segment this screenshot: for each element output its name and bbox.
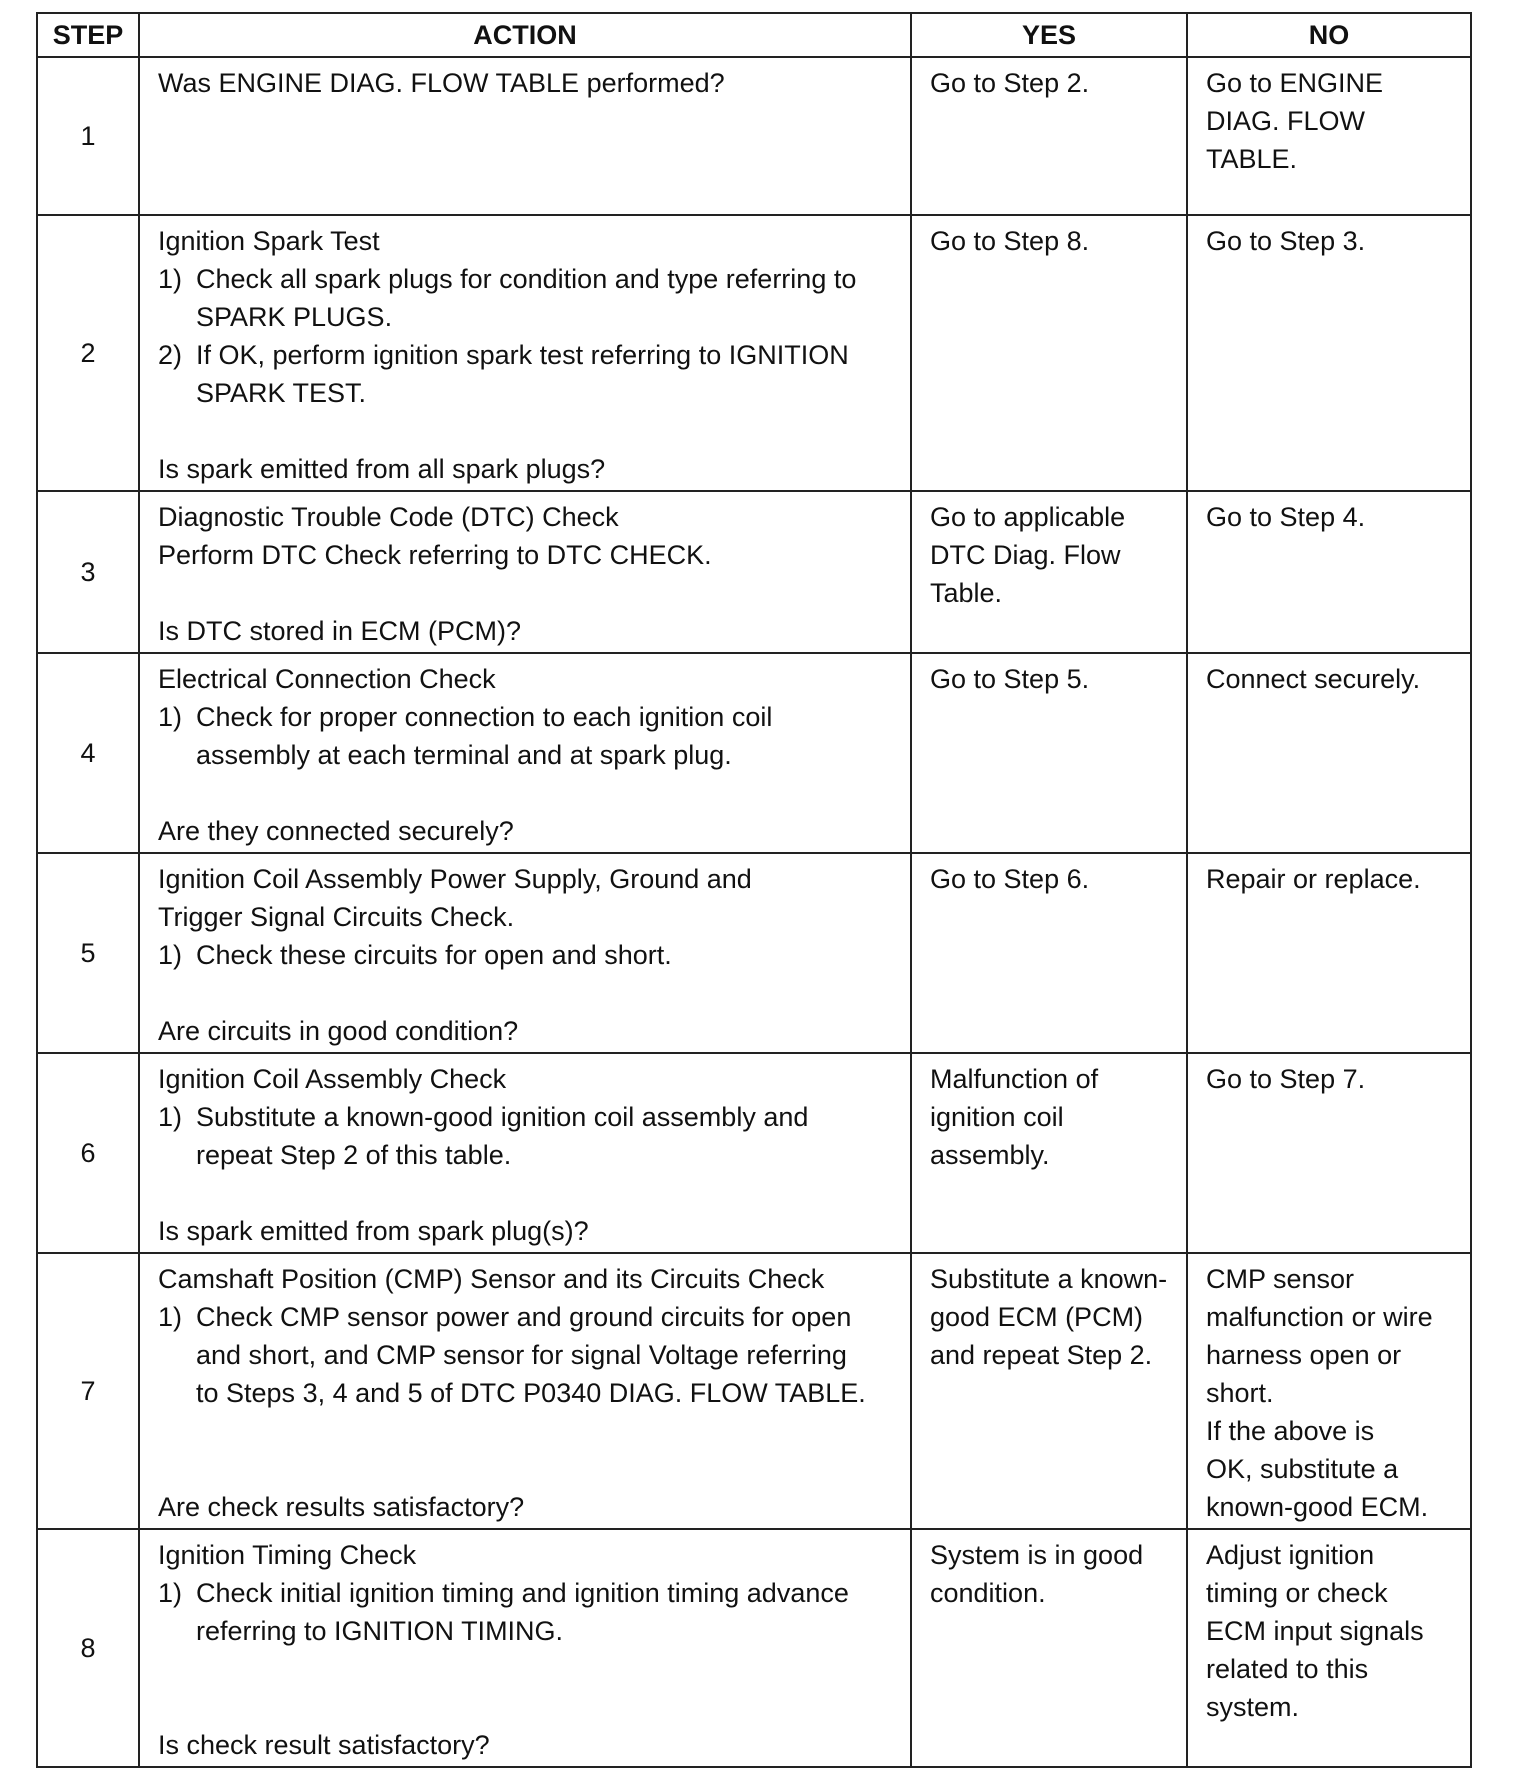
header-action: ACTION	[139, 13, 911, 57]
action-question: Is spark emitted from all spark plugs?	[158, 454, 606, 484]
header-no: NO	[1187, 13, 1471, 57]
yes-cell	[911, 491, 1187, 653]
yes-text: Malfunction of	[930, 1064, 1099, 1094]
action-cell	[139, 491, 911, 653]
substep-text: assembly at each terminal and at spark plug.	[196, 740, 732, 770]
action-title: Camshaft Position (CMP) Sensor and its Circuits Check	[158, 1264, 825, 1294]
yes-cell	[911, 1529, 1187, 1767]
substep-text: Check for proper connection to each ignition coil	[196, 702, 773, 732]
no-text: harness open or	[1206, 1340, 1402, 1370]
yes-cell	[911, 853, 1187, 1053]
substep-text: referring to IGNITION TIMING.	[196, 1616, 564, 1646]
yes-text: and repeat Step 2.	[930, 1340, 1153, 1370]
no-cell	[1187, 1053, 1471, 1253]
no-cell	[1187, 491, 1471, 653]
action-title: Electrical Connection Check	[158, 664, 496, 694]
action-cell	[139, 1053, 911, 1253]
action-cell	[139, 653, 911, 853]
no-text: OK, substitute a	[1206, 1454, 1399, 1484]
yes-text: Go to Step 5.	[930, 664, 1090, 694]
action-question: Are circuits in good condition?	[158, 1016, 519, 1046]
diagnostic-flow-table	[36, 12, 1472, 1768]
no-cell	[1187, 215, 1471, 491]
yes-cell	[911, 1053, 1187, 1253]
substep-text: repeat Step 2 of this table.	[196, 1140, 512, 1170]
header-yes: YES	[911, 13, 1187, 57]
action-cell	[139, 1253, 911, 1529]
action-substep	[158, 260, 900, 336]
yes-text: assembly.	[930, 1140, 1050, 1170]
action-title: Ignition Coil Assembly Power Supply, Ground and	[158, 864, 752, 894]
no-text: ECM input signals	[1206, 1616, 1424, 1646]
action-title: Ignition Timing Check	[158, 1540, 417, 1570]
substep-text: Check these circuits for open and short.	[196, 940, 672, 970]
action-question: Are they connected securely?	[158, 816, 514, 846]
no-text: short.	[1206, 1378, 1274, 1408]
yes-text: Go to applicable	[930, 502, 1126, 532]
action-title: Diagnostic Trouble Code (DTC) Check	[158, 502, 619, 532]
no-text: malfunction or wire	[1206, 1302, 1433, 1332]
no-text: Go to ENGINE	[1206, 68, 1384, 98]
substep-number: 1)	[158, 702, 183, 732]
substep-number: 1)	[158, 1578, 183, 1608]
no-text: known-good ECM.	[1206, 1492, 1429, 1522]
action-cell	[139, 57, 911, 215]
no-text: system.	[1206, 1692, 1300, 1722]
substep-text: Check initial ignition timing and ignition timing advance	[196, 1578, 849, 1608]
yes-text: System is in good	[930, 1540, 1144, 1570]
action-substep	[158, 698, 900, 774]
substep-number: 1)	[158, 940, 183, 970]
yes-text: ignition coil	[930, 1102, 1064, 1132]
yes-text: Go to Step 8.	[930, 226, 1090, 256]
table-row	[37, 215, 1471, 491]
no-text: TABLE.	[1206, 144, 1298, 174]
action-question: Are check results satisfactory?	[158, 1492, 525, 1522]
table-row	[37, 1053, 1471, 1253]
substep-text: SPARK PLUGS.	[196, 302, 393, 332]
yes-cell	[911, 215, 1187, 491]
no-text: CMP sensor	[1206, 1264, 1355, 1294]
substep-text: If OK, perform ignition spark test referring to IGNITION	[196, 340, 849, 370]
substep-number: 1)	[158, 1102, 183, 1132]
step-number: 3	[37, 491, 139, 653]
table-row	[37, 1253, 1471, 1529]
yes-cell	[911, 653, 1187, 853]
substep-text: Check all spark plugs for condition and type referring to	[196, 264, 857, 294]
step-number: 1	[37, 57, 139, 215]
yes-text: Go to Step 2.	[930, 68, 1090, 98]
table-row	[37, 853, 1471, 1053]
yes-text: Substitute a known-	[930, 1264, 1168, 1294]
no-text: If the above is	[1206, 1416, 1375, 1446]
action-title: Was ENGINE DIAG. FLOW TABLE performed?	[158, 68, 725, 98]
substep-text: Check CMP sensor power and ground circuits for open	[196, 1302, 852, 1332]
no-text: DIAG. FLOW	[1206, 106, 1366, 136]
step-number: 5	[37, 853, 139, 1053]
table-header-row	[37, 13, 1471, 57]
action-title: Ignition Spark Test	[158, 226, 380, 256]
substep-number: 1)	[158, 264, 183, 294]
table-row	[37, 653, 1471, 853]
step-number: 4	[37, 653, 139, 853]
no-cell	[1187, 57, 1471, 215]
action-substep	[158, 1574, 900, 1650]
substep-text: Substitute a known-good ignition coil assembly and	[196, 1102, 809, 1132]
action-substep	[158, 936, 900, 974]
table-row	[37, 1529, 1471, 1767]
no-text: Connect securely.	[1206, 664, 1421, 694]
yes-text: DTC Diag. Flow	[930, 540, 1121, 570]
no-text: related to this	[1206, 1654, 1369, 1684]
action-title-continued: Trigger Signal Circuits Check.	[158, 902, 515, 932]
action-cell	[139, 1529, 911, 1767]
action-question: Is DTC stored in ECM (PCM)?	[158, 616, 522, 646]
substep-number: 1)	[158, 1302, 183, 1332]
no-cell	[1187, 1529, 1471, 1767]
yes-text: Go to Step 6.	[930, 864, 1090, 894]
substep-text: to Steps 3, 4 and 5 of DTC P0340 DIAG. FLOW TABLE.	[196, 1378, 866, 1408]
no-text: Go to Step 7.	[1206, 1064, 1366, 1094]
action-text: Perform DTC Check referring to DTC CHECK.	[158, 540, 712, 570]
no-text: Repair or replace.	[1206, 864, 1421, 894]
action-question: Is check result satisfactory?	[158, 1730, 490, 1760]
action-question: Is spark emitted from spark plug(s)?	[158, 1216, 589, 1246]
action-substep	[158, 336, 900, 412]
step-number: 6	[37, 1053, 139, 1253]
no-cell	[1187, 853, 1471, 1053]
action-cell	[139, 853, 911, 1053]
substep-text: and short, and CMP sensor for signal Voltage referring	[196, 1340, 847, 1370]
yes-text: condition.	[930, 1578, 1046, 1608]
action-cell	[139, 215, 911, 491]
no-text: Go to Step 4.	[1206, 502, 1366, 532]
no-cell	[1187, 1253, 1471, 1529]
substep-number: 2)	[158, 340, 183, 370]
step-number: 7	[37, 1253, 139, 1529]
no-text: Go to Step 3.	[1206, 226, 1366, 256]
table-row	[37, 491, 1471, 653]
action-title: Ignition Coil Assembly Check	[158, 1064, 507, 1094]
step-number: 2	[37, 215, 139, 491]
action-substep	[158, 1098, 900, 1174]
step-number: 8	[37, 1529, 139, 1767]
yes-text: good ECM (PCM)	[930, 1302, 1144, 1332]
diagnostic-flow-table-container	[36, 12, 1470, 1768]
table-row	[37, 57, 1471, 215]
substep-text: SPARK TEST.	[196, 378, 367, 408]
yes-text: Table.	[930, 578, 1003, 608]
yes-cell	[911, 1253, 1187, 1529]
no-cell	[1187, 653, 1471, 853]
no-text: timing or check	[1206, 1578, 1388, 1608]
action-substep	[158, 1298, 900, 1412]
header-step: STEP	[37, 13, 139, 57]
no-text: Adjust ignition	[1206, 1540, 1375, 1570]
yes-cell	[911, 57, 1187, 215]
